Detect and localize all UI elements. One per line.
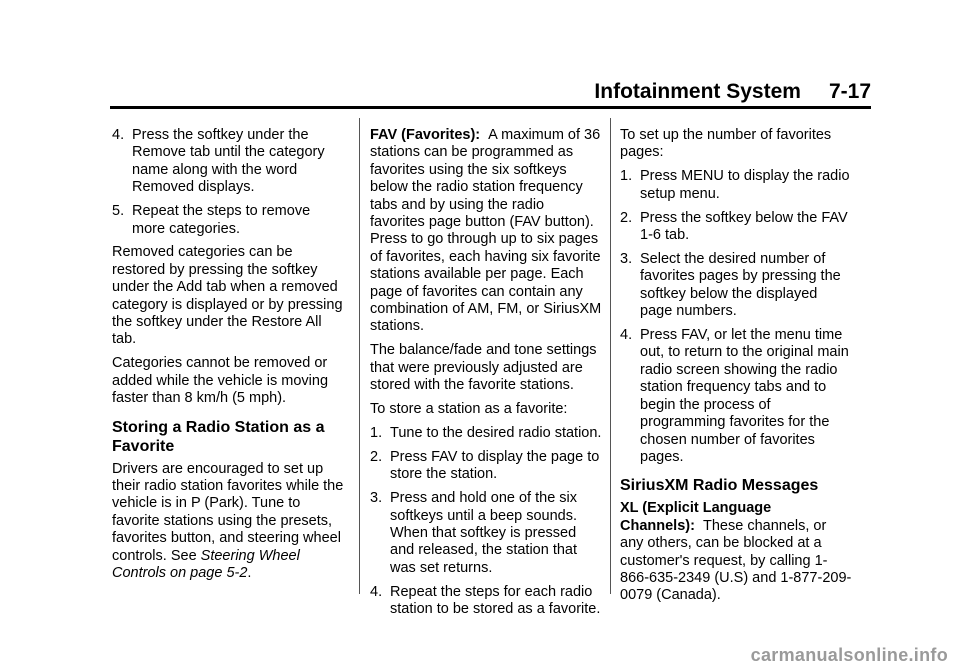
list-item: 2. Press FAV to display the page to store the station.	[370, 448, 600, 483]
section-heading: SiriusXM Radio Messages	[620, 477, 819, 495]
paragraph: Removed categories can be restored by pressing the softkey under the Add tab when a removed category is displayed or by pressing the softkey under the Restore All tab.	[112, 244, 343, 348]
term-label: FAV (Favorites):	[370, 127, 481, 143]
term-label: XL (Explicit Language Channels):	[620, 500, 772, 534]
list-item: 4. Press FAV, or let the menu time out, to return to the original main radio screen showing the radio station frequency tabs and to begin the process of programming favorites for the chosen number of favorites pages.	[620, 327, 849, 465]
section-heading: Storing a Radio Station as a Favorite	[112, 418, 325, 455]
list-item: 1. Tune to the desired radio station.	[370, 425, 602, 441]
list-item: 4. Repeat the steps for each radio station to be stored as a favorite.	[370, 583, 601, 618]
section-title: Infotainment System	[594, 80, 801, 103]
list-item: 3. Select the desired number of favorites pages by pressing the softkey below the displayed page numbers.	[620, 250, 841, 320]
list-item: 5. Repeat the steps to remove more categories.	[112, 203, 311, 237]
list-item: 4. Press the softkey under the Remove tab until the category name along with the word Removed displays.	[112, 127, 325, 196]
paragraph: To store a station as a favorite:	[370, 401, 568, 418]
page-header	[110, 78, 871, 104]
list-item: 3. Press and hold one of the six softkeys until a beep sounds. When that softkey is pressed and released, the station that was set returns.	[370, 490, 578, 576]
paragraph: Drivers are encouraged to set up their radio station favorites while the vehicle is in P (Park). Tune to favorite stations using the presets, favorites button, and steering wheel controls. See Steering Wheel Controls on page 5-2.	[112, 460, 344, 582]
paragraph: Categories cannot be removed or added while the vehicle is moving faster than 8 km/h (5 mph).	[112, 355, 329, 407]
column-divider-1	[359, 118, 360, 594]
paragraph: To set up the number of favorites pages:	[620, 127, 832, 161]
column-2	[370, 127, 602, 625]
column-3	[620, 127, 852, 611]
column-divider-2	[610, 118, 611, 594]
paragraph: The balance/fade and tone settings that were previously adjusted are stored with the favorite stations.	[370, 342, 597, 394]
paragraph: XL (Explicit Language Channels): These channels, or any others, can be blocked at a customer's request, by calling 1-866-635-2349 (U.S) and 1-877-209-0079 (Canada).	[620, 500, 852, 604]
header-rule	[110, 106, 871, 109]
watermark: carmanualsonline.info	[750, 645, 948, 665]
column-1	[112, 127, 344, 589]
paragraph: FAV (Favorites): A maximum of 36 stations can be programmed as favorites using the six softkeys below the radio station frequency tabs and by using the radio favorites page button (FAV button). Press to go through up to six pages of favorites, each having six favorite stations available per page. Each page of favorites can contain any combination of AM, FM, or SiriusXM stations.	[370, 127, 602, 335]
list-item: 1. Press MENU to display the radio setup menu.	[620, 168, 850, 202]
cross-reference-link[interactable]: Steering Wheel Controls on page 5-2	[112, 547, 300, 582]
page-number: 7-17	[828, 80, 871, 103]
list-item: 2. Press the softkey below the FAV 1-6 tab.	[620, 209, 848, 244]
